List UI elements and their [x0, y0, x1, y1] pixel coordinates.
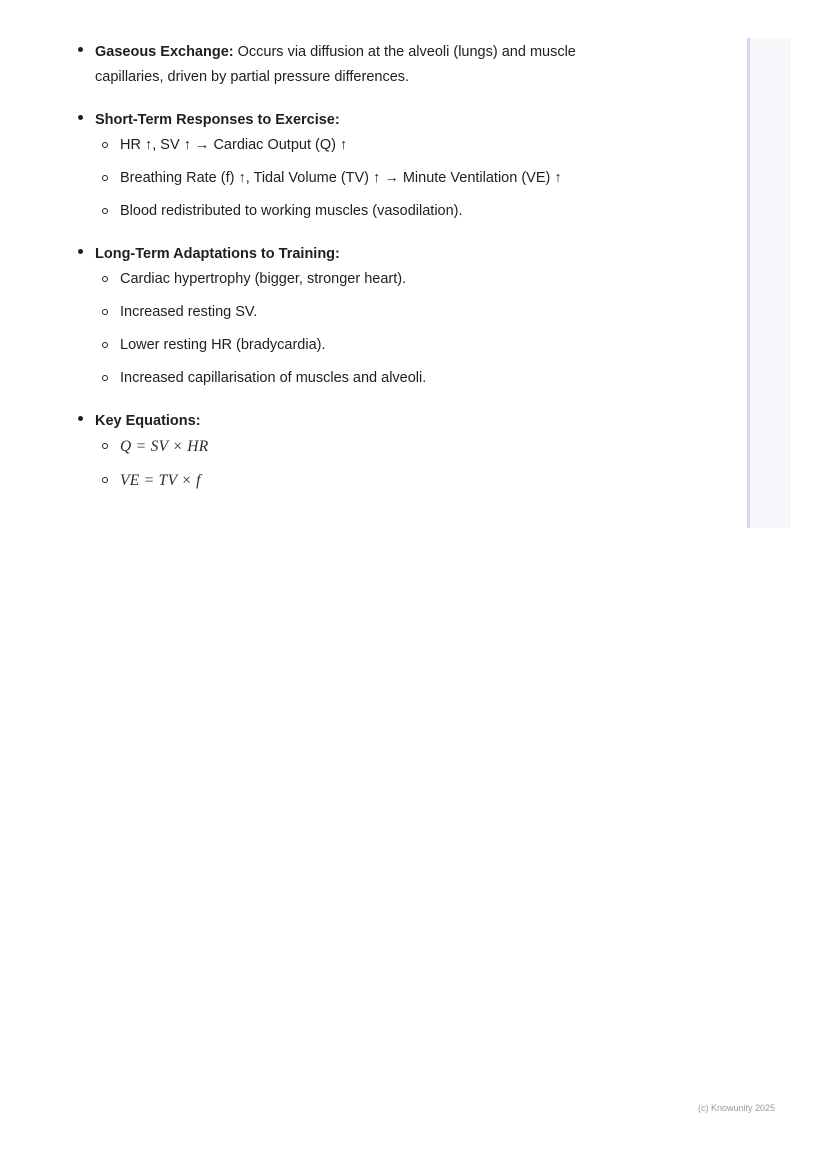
cardiac-output-equation: Q = SV × HR — [120, 438, 209, 455]
bullet-icon — [78, 115, 83, 120]
sublist-item-text: Lower resting HR (bradycardia). — [120, 337, 326, 353]
sublist-item — [95, 199, 638, 224]
sublist-item — [95, 366, 638, 391]
sublist-item-text: Increased resting SV. — [120, 304, 258, 320]
list-item-key-equations — [78, 409, 638, 494]
circle-bullet-icon — [102, 342, 108, 348]
circle-bullet-icon — [102, 175, 108, 181]
equation-item — [95, 468, 638, 494]
sublist-item — [95, 166, 638, 191]
circle-bullet-icon — [102, 443, 108, 449]
circle-bullet-icon — [102, 309, 108, 315]
side-panel — [747, 38, 791, 528]
circle-bullet-icon — [102, 375, 108, 381]
sublist-item-text: HR ↑, SV ↑ → Cardiac Output (Q) ↑ — [120, 137, 348, 153]
circle-bullet-icon — [102, 208, 108, 214]
sublist-item-text: Breathing Rate (f) ↑, Tidal Volume (TV) ↑ → Minute Ventilation (VE) ↑ — [120, 170, 562, 186]
bullet-icon — [78, 47, 83, 52]
notes-content — [78, 40, 638, 512]
circle-bullet-icon — [102, 142, 108, 148]
sublist-item — [95, 333, 638, 358]
circle-bullet-icon — [102, 276, 108, 282]
sublist-item-text: Blood redistributed to working muscles (vasodilation). — [120, 203, 463, 219]
list-item-short-term-responses — [78, 108, 638, 224]
circle-bullet-icon — [102, 477, 108, 483]
bullet-icon — [78, 416, 83, 421]
item-heading: Short-Term Responses to Exercise: — [95, 112, 340, 128]
item-heading: Gaseous Exchange: — [95, 44, 234, 60]
sublist — [95, 267, 638, 391]
sublist-item — [95, 133, 638, 158]
minute-ventilation-equation: VE = TV × f — [120, 472, 201, 489]
copyright-footer: (c) Knowunity 2025 — [697, 1103, 775, 1113]
bullet-icon — [78, 249, 83, 254]
item-body: Occurs via diffusion at the alveoli (lungs) and muscle capillaries, driven by partial pressure differences. — [95, 44, 576, 85]
side-panel-accent-bar — [747, 38, 750, 528]
equation-item — [95, 434, 638, 460]
sublist-item-text: Cardiac hypertrophy (bigger, stronger heart). — [120, 271, 407, 287]
item-text — [95, 40, 638, 90]
list-item-long-term-adaptations — [78, 242, 638, 391]
sublist-item — [95, 267, 638, 292]
item-heading: Key Equations: — [95, 413, 201, 429]
equation-list — [95, 434, 638, 494]
sublist — [95, 133, 638, 224]
list-item-gaseous-exchange — [78, 40, 638, 90]
item-heading: Long-Term Adaptations to Training: — [95, 246, 340, 262]
sublist-item-text: Increased capillarisation of muscles and alveoli. — [120, 370, 427, 386]
sublist-item — [95, 300, 638, 325]
